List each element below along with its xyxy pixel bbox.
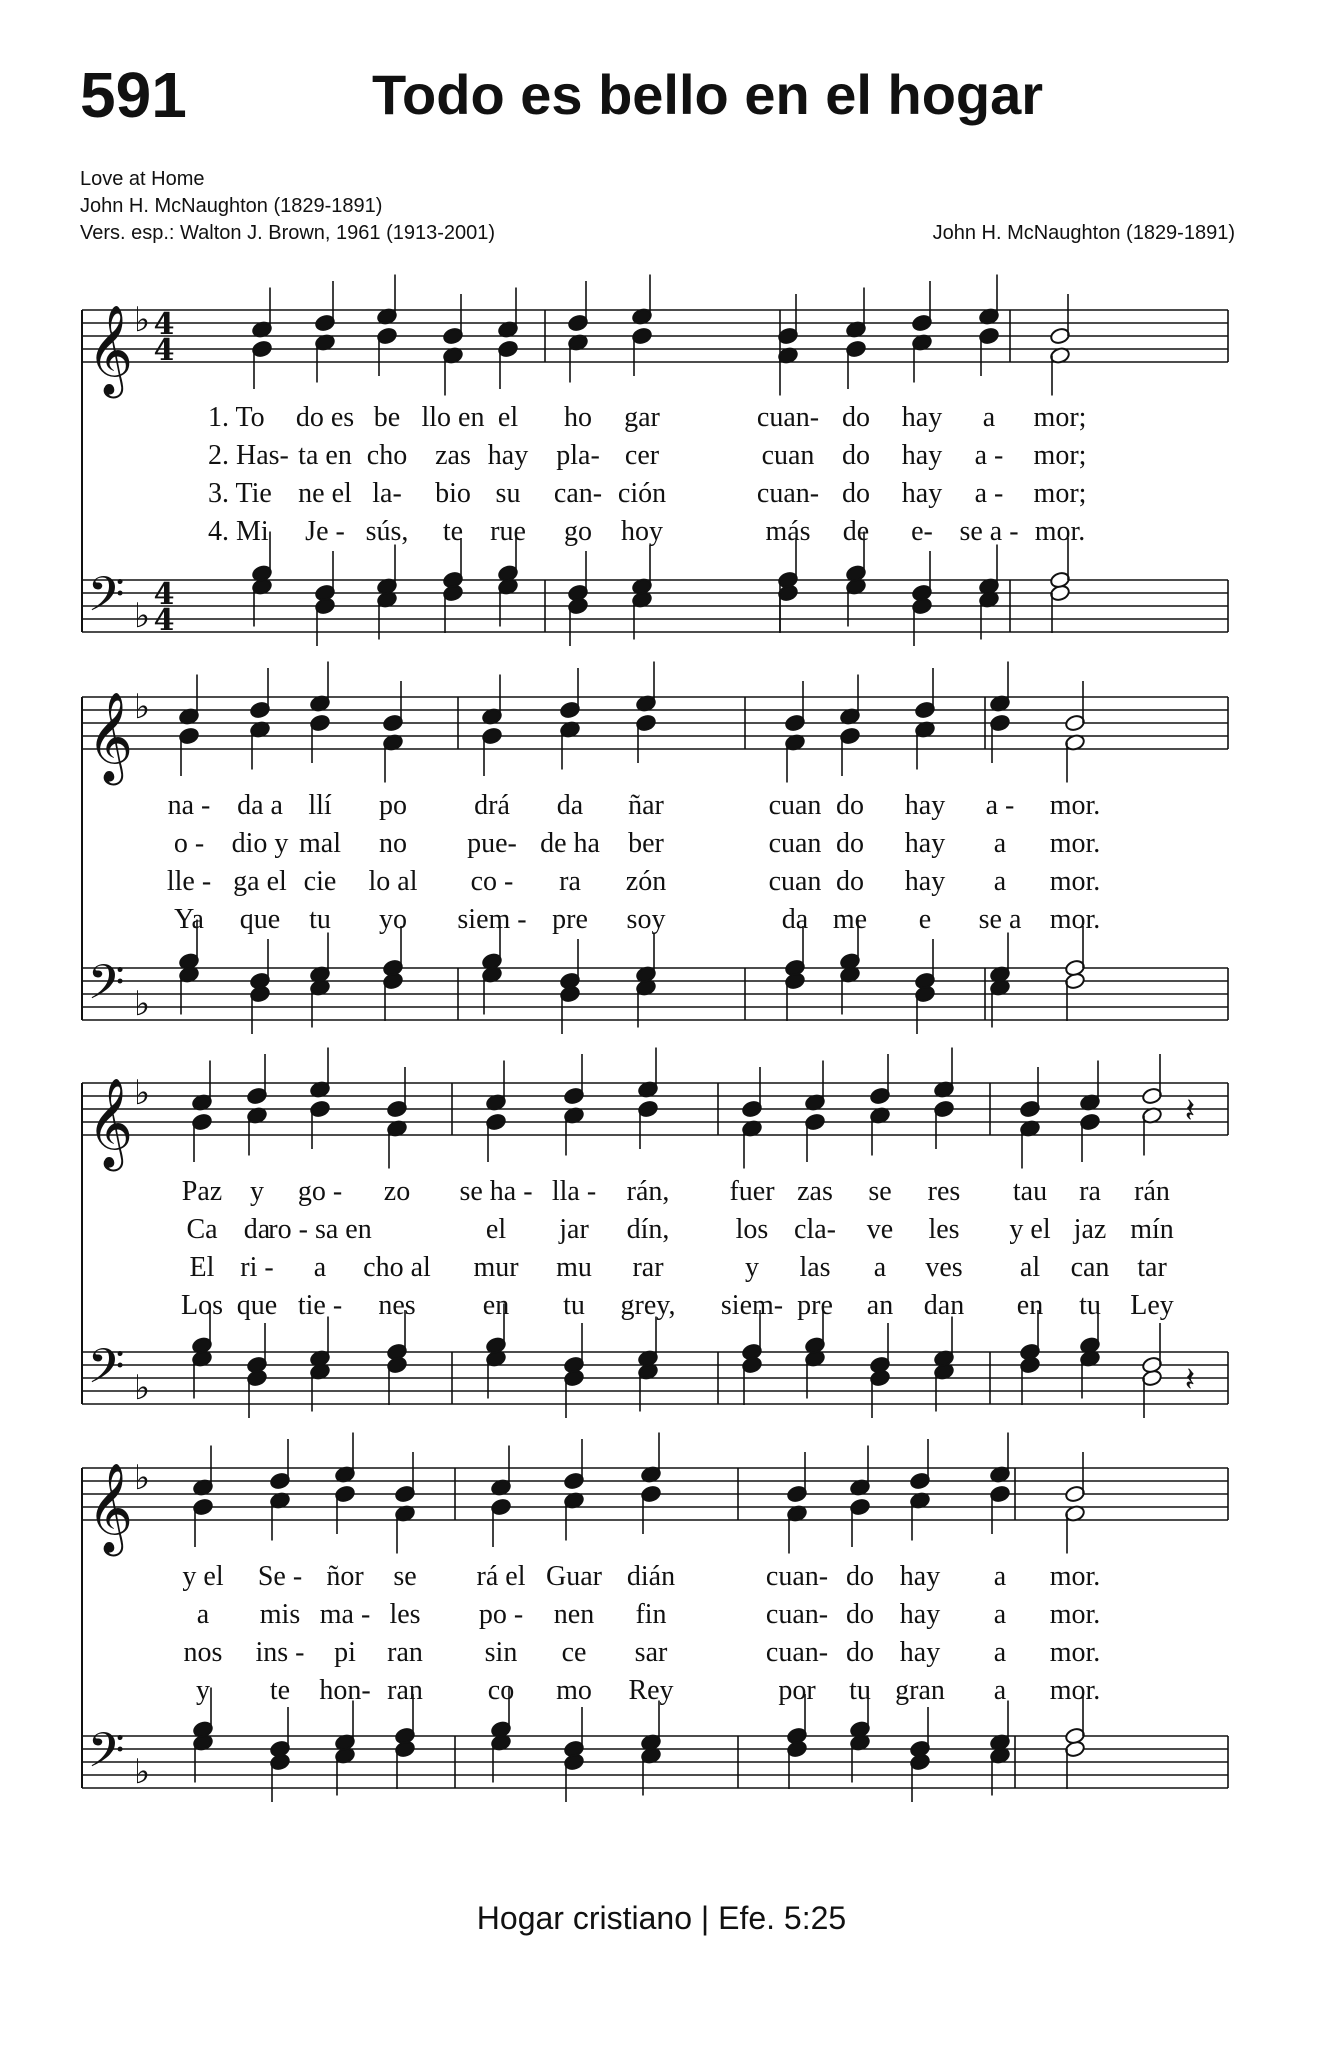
lyric-syllable: Los [181, 1290, 223, 1321]
lyric-syllable: cho [366, 440, 408, 471]
lyric-syllable: más [765, 516, 811, 547]
lyric-syllable: hay [904, 790, 946, 821]
lyric-syllable: zón [625, 866, 667, 897]
lyric-syllable: mor; [1033, 402, 1087, 433]
time-signature-top: 4 [153, 577, 175, 612]
lyric-line-verse-4 [0, 516, 1323, 546]
lyric-syllable: hay [904, 866, 946, 897]
lyric-syllable: y [196, 1675, 210, 1706]
lyric-syllable: les [389, 1599, 421, 1630]
lyric-syllable: a [982, 402, 996, 433]
lyric-syllable: hay [487, 440, 529, 471]
lyric-syllable: y el [182, 1561, 224, 1592]
lyric-syllable: tar [1137, 1252, 1167, 1283]
lyric-syllable: do [836, 790, 864, 821]
lyric-line-verse-3 [0, 1252, 1323, 1282]
lyric-syllable: Guar [546, 1561, 602, 1592]
lyric-syllable: rá el [476, 1561, 526, 1592]
lyric-syllable: mor. [1049, 1637, 1101, 1668]
lyric-syllable: cuan- [765, 1561, 829, 1592]
lyric-syllable: les [928, 1214, 960, 1245]
lyric-syllable: hay [901, 440, 943, 471]
lyric-syllable: hay [899, 1561, 941, 1592]
lyric-syllable: mis [259, 1599, 301, 1630]
lyric-syllable: de ha [540, 828, 600, 859]
lyric-syllable: cuan- [765, 1637, 829, 1668]
lyric-syllable: mal [299, 828, 341, 859]
lyric-syllable: en [1016, 1290, 1044, 1321]
flat-sign-icon: ♭ [133, 300, 151, 340]
lyric-line-verse-1 [0, 402, 1323, 432]
lyric-syllable: o - [173, 828, 205, 859]
lyric-syllable: go - [297, 1176, 343, 1207]
lyric-syllable: mor; [1033, 440, 1087, 471]
lyric-syllable: mu [556, 1252, 592, 1283]
lyric-syllable: mur [473, 1252, 519, 1283]
lyric-syllable: po [379, 790, 407, 821]
lyric-syllable: ma - [319, 1599, 371, 1630]
lyric-syllable: bio [435, 478, 471, 509]
hymn-number: 591 [80, 59, 187, 131]
flat-sign-icon: ♭ [133, 1368, 151, 1408]
lyric-syllable: cuan- [765, 1599, 829, 1630]
lyric-syllable: lo al [368, 866, 418, 897]
lyric-syllable: cuan [768, 828, 822, 859]
footer-topic-reference: Hogar cristiano | Efe. 5:25 [476, 1900, 847, 1936]
flat-sign-icon: ♭ [133, 984, 151, 1024]
lyric-syllable: rue [490, 516, 526, 547]
lyric-syllable: grey, [620, 1290, 676, 1321]
lyric-syllable: 4. Mi [208, 516, 269, 547]
lyric-syllable: do [846, 1637, 874, 1668]
lyric-syllable: ce [561, 1637, 587, 1668]
lyric-syllable: tu [309, 904, 331, 935]
lyric-syllable: hoy [621, 516, 663, 547]
lyric-syllable: por [778, 1675, 816, 1706]
lyric-syllable: mín [1130, 1214, 1174, 1245]
lyric-syllable: sar [634, 1637, 668, 1668]
lyric-syllable: cuan [768, 866, 822, 897]
lyric-syllable: hay [901, 478, 943, 509]
lyric-syllable: do [842, 478, 870, 509]
lyric-syllable: da [243, 1214, 271, 1245]
lyric-syllable: cla- [794, 1214, 836, 1245]
lyric-syllable: can- [553, 478, 603, 509]
time-signature-bottom: 4 [153, 333, 175, 368]
lyric-syllable: Ca [186, 1214, 218, 1245]
lyric-syllable: Ya [174, 904, 204, 935]
lyric-syllable: en [482, 1290, 510, 1321]
lyric-syllable: a [196, 1599, 210, 1630]
lyric-syllable: El [189, 1252, 215, 1283]
lyric-syllable: zas [435, 440, 471, 471]
lyric-syllable: ta en [298, 440, 352, 471]
lyric-syllable: se a - [959, 516, 1019, 547]
lyric-syllable: zo [383, 1176, 411, 1207]
lyric-syllable: po - [478, 1599, 524, 1630]
lyric-syllable: do [836, 866, 864, 897]
lyric-syllable: a - [985, 790, 1015, 821]
lyric-syllable: nen [553, 1599, 595, 1630]
lyric-syllable: hon- [319, 1675, 371, 1706]
lyric-syllable: se a [978, 904, 1022, 935]
lyric-syllable: jar [559, 1214, 589, 1245]
lyric-syllable: do [846, 1599, 874, 1630]
bass-clef-icon: 𝄢 [87, 566, 125, 634]
treble-clef-icon: 𝄞 [86, 1078, 134, 1168]
lyric-line-verse-4 [0, 1290, 1323, 1320]
lyric-syllable: be [373, 402, 401, 433]
lyric-line-verse-3 [0, 866, 1323, 896]
lyric-syllable: pre [797, 1290, 833, 1321]
lyric-syllable: 1. To [208, 402, 265, 433]
lyric-syllable: do es [295, 402, 355, 433]
flat-sign-icon: ♭ [133, 1752, 151, 1792]
lyric-syllable: da [781, 904, 809, 935]
lyric-syllable: el [497, 402, 519, 433]
lyric-syllable: soy [626, 904, 666, 935]
lyric-syllable: nos [183, 1637, 223, 1668]
lyric-syllable: dín, [626, 1214, 670, 1245]
lyric-syllable: llí [308, 790, 332, 821]
lyric-syllable: mor. [1049, 904, 1101, 935]
lyric-line-verse-2 [0, 1214, 1323, 1244]
lyric-syllable: ra [559, 866, 581, 897]
lyric-syllable: se [393, 1561, 417, 1592]
lyric-syllable: jaz [1073, 1214, 1107, 1245]
lyric-syllable: el [485, 1214, 507, 1245]
lyric-syllable: ra [1079, 1176, 1101, 1207]
lyric-syllable: fin [635, 1599, 667, 1630]
lyric-syllable: res [927, 1176, 961, 1207]
lyric-syllable: a [993, 1637, 1007, 1668]
lyric-syllable: gar [624, 402, 660, 433]
lyric-syllable: te [269, 1675, 291, 1706]
lyric-syllable: que [236, 1290, 278, 1321]
lyric-syllable: y el [1009, 1214, 1051, 1245]
lyric-syllable: a [993, 866, 1007, 897]
lyric-syllable: rán [1134, 1176, 1170, 1207]
lyric-syllable: ga el [233, 866, 287, 897]
lyric-syllable: a [993, 1599, 1007, 1630]
lyric-syllable: ción [617, 478, 667, 509]
lyric-syllable: Paz [181, 1176, 223, 1207]
music-credit: John H. McNaughton (1829-1891) [932, 222, 1235, 244]
lyric-syllable: su [495, 478, 521, 509]
lyric-line-verse-4 [0, 1675, 1323, 1705]
lyric-syllable: hay [899, 1637, 941, 1668]
lyric-line-verse-2 [0, 440, 1323, 470]
lyric-syllable: tu [849, 1675, 871, 1706]
lyric-syllable: a [993, 1675, 1007, 1706]
lyric-syllable: hay [904, 828, 946, 859]
lyric-syllable: mor. [1034, 516, 1086, 547]
lyric-syllable: yo [379, 904, 407, 935]
quarter-rest-icon: 𝄽 [1184, 1360, 1196, 1400]
lyric-line-verse-3 [0, 478, 1323, 508]
lyric-syllable: do [846, 1561, 874, 1592]
english-title: Love at Home [80, 168, 205, 190]
lyric-syllable: go [564, 516, 592, 547]
lyric-line-verse-3 [0, 1637, 1323, 1667]
flat-sign-icon: ♭ [133, 687, 151, 727]
lyric-syllable: Se - [257, 1561, 303, 1592]
lyric-syllable: Ley [1130, 1290, 1174, 1321]
translation-credit: Vers. esp.: Walton J. Brown, 1961 (1913-2001) [80, 222, 496, 244]
lyric-syllable: dián [626, 1561, 676, 1592]
lyric-syllable: co - [470, 866, 514, 897]
lyric-syllable: a [993, 828, 1007, 859]
lyric-syllable: da a [237, 790, 283, 821]
lyric-syllable: te [442, 516, 464, 547]
treble-clef-icon: 𝄞 [86, 1463, 134, 1553]
lyric-syllable: mor. [1049, 790, 1101, 821]
lyric-syllable: do [836, 828, 864, 859]
lyric-syllable: tie - [297, 1290, 343, 1321]
lyric-syllable: 2. Has- [208, 440, 289, 471]
lyric-syllable: cer [624, 440, 660, 471]
lyric-syllable: lla - [551, 1176, 597, 1207]
lyric-syllable: a [993, 1561, 1007, 1592]
lyric-syllable: mor. [1049, 1675, 1101, 1706]
lyric-syllable: an [866, 1290, 894, 1321]
lyric-syllable: cuan- [756, 478, 820, 509]
lyric-syllable: drá [474, 790, 510, 821]
lyric-syllable: cuan [768, 790, 822, 821]
lyric-syllable: ve [866, 1214, 894, 1245]
lyric-syllable: cuan [761, 440, 815, 471]
lyric-syllable: cie [303, 866, 337, 897]
lyric-syllable: ri - [240, 1252, 274, 1283]
lyric-syllable: e [918, 904, 932, 935]
lyric-syllable: 3. Tie [208, 478, 272, 509]
lyric-syllable: se [868, 1176, 892, 1207]
lyric-syllable: tu [1079, 1290, 1101, 1321]
lyric-line-verse-1 [0, 1176, 1323, 1206]
lyric-syllable: ho [564, 402, 592, 433]
lyric-syllable: mo [556, 1675, 592, 1706]
lyric-syllable: fuer [729, 1176, 775, 1207]
lyric-syllable: de [842, 516, 870, 547]
flat-sign-icon: ♭ [133, 1458, 151, 1498]
lyric-syllable: a - [974, 478, 1004, 509]
lyric-syllable: gran [895, 1675, 945, 1706]
hymn-title: Todo es bello en el hogar [372, 63, 1044, 126]
lyric-syllable: rar [632, 1252, 664, 1283]
lyric-syllable: mor. [1049, 866, 1101, 897]
treble-clef-icon: 𝄞 [86, 305, 134, 395]
lyric-syllable: las [799, 1252, 831, 1283]
lyric-syllable: do [842, 440, 870, 471]
treble-clef-icon: 𝄞 [86, 692, 134, 782]
lyric-syllable: mor. [1049, 1599, 1101, 1630]
lyric-syllable: rán, [626, 1176, 670, 1207]
lyric-syllable: hay [899, 1599, 941, 1630]
lyric-syllable: lle - [166, 866, 212, 897]
lyric-syllable: la- [372, 478, 402, 509]
lyric-syllable: cuan- [756, 402, 820, 433]
lyric-syllable: y [745, 1252, 759, 1283]
lyric-syllable: ran [387, 1675, 423, 1706]
lyric-line-verse-2 [0, 1599, 1323, 1629]
lyric-syllable: mor. [1049, 828, 1101, 859]
lyric-syllable: nes [378, 1290, 416, 1321]
lyric-syllable: tu [563, 1290, 585, 1321]
lyric-syllable: a [313, 1252, 327, 1283]
lyric-syllable: da [556, 790, 584, 821]
lyric-syllable: ves [925, 1252, 963, 1283]
lyric-syllable: cho al [363, 1252, 431, 1283]
lyric-syllable: a [873, 1252, 887, 1283]
lyric-line-verse-1 [0, 1561, 1323, 1591]
flat-sign-icon: ♭ [133, 1073, 151, 1113]
lyric-syllable: me [832, 904, 868, 935]
lyric-syllable: mor. [1049, 1561, 1101, 1592]
lyric-syllable: no [379, 828, 407, 859]
lyric-syllable: y [250, 1176, 264, 1207]
lyric-syllable: ber [628, 828, 664, 859]
lyric-syllable: pue- [467, 828, 517, 859]
lyric-syllable: sús, [365, 516, 409, 547]
lyric-syllable: pi [334, 1637, 356, 1668]
bass-clef-icon: 𝄢 [87, 1722, 125, 1790]
lyric-syllable: siem - [457, 904, 527, 935]
lyric-syllable: do [842, 402, 870, 433]
lyric-syllable: dan [923, 1290, 965, 1321]
lyric-syllable: sin [484, 1637, 518, 1668]
lyric-syllable: ne el [298, 478, 352, 509]
lyric-syllable: llo en [421, 402, 485, 433]
lyric-syllable: a - [974, 440, 1004, 471]
lyric-syllable: co [487, 1675, 515, 1706]
lyric-syllable: ro - sa en [268, 1214, 372, 1245]
lyric-line-verse-4 [0, 904, 1323, 934]
lyric-syllable: zas [797, 1176, 833, 1207]
lyric-line-verse-2 [0, 828, 1323, 858]
lyric-syllable: ran [387, 1637, 423, 1668]
lyric-syllable: tau [1012, 1176, 1048, 1207]
lyric-syllable: Je - [305, 516, 345, 547]
lyric-syllable: los [735, 1214, 769, 1245]
lyric-syllable: e- [911, 516, 933, 547]
flat-sign-icon: ♭ [133, 596, 151, 636]
lyric-syllable: siem- [720, 1290, 784, 1321]
lyric-syllable: Rey [628, 1675, 674, 1706]
words-credit: John H. McNaughton (1829-1891) [80, 195, 383, 217]
lyric-syllable: ñar [628, 790, 664, 821]
time-signature-bottom: 4 [153, 603, 175, 638]
quarter-rest-icon: 𝄽 [1184, 1091, 1196, 1131]
lyric-syllable: pla- [556, 440, 600, 471]
lyric-syllable: dio y [231, 828, 289, 859]
lyric-syllable: na - [167, 790, 211, 821]
lyric-syllable: mor; [1033, 478, 1087, 509]
bass-clef-icon: 𝄢 [87, 954, 125, 1022]
lyric-syllable: que [239, 904, 281, 935]
lyric-syllable: se ha - [459, 1176, 533, 1207]
time-signature-top: 4 [153, 307, 175, 342]
lyric-syllable: ins - [255, 1637, 305, 1668]
bass-clef-icon: 𝄢 [87, 1338, 125, 1406]
lyric-line-verse-1 [0, 790, 1323, 820]
lyric-syllable: al [1019, 1252, 1041, 1283]
lyric-syllable: hay [901, 402, 943, 433]
lyric-syllable: pre [552, 904, 588, 935]
lyric-syllable: can [1070, 1252, 1110, 1283]
lyric-syllable: ñor [326, 1561, 364, 1592]
